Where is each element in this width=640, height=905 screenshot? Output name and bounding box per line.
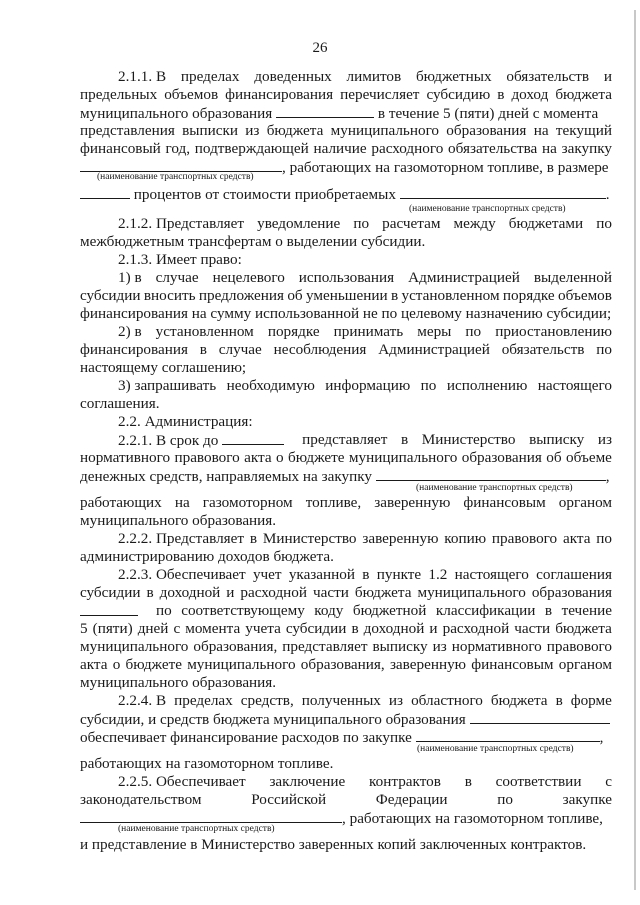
- word: бюджете: [125, 656, 182, 673]
- word: образования,: [193, 638, 278, 655]
- word: из: [597, 431, 612, 448]
- word: в: [497, 86, 505, 103]
- word: правового: [174, 449, 240, 466]
- word: по: [156, 602, 172, 619]
- word: доведенных: [254, 68, 332, 85]
- word: уменьшении: [305, 287, 388, 304]
- word: с: [605, 773, 612, 790]
- word: приостановлению: [495, 323, 612, 340]
- scan-margin-line: [634, 10, 636, 890]
- word: обязательств: [506, 68, 590, 85]
- word: пределах: [174, 692, 233, 709]
- word: субсидию: [426, 86, 491, 103]
- p213-s3-line-1: [118, 377, 612, 395]
- caption: (наименование транспортных средств): [97, 172, 254, 182]
- word: законодательством: [80, 791, 202, 808]
- word: случае: [155, 269, 199, 286]
- word: из: [245, 122, 260, 139]
- word: соглашения: [536, 566, 612, 583]
- word: учет: [252, 566, 282, 583]
- word: из: [432, 638, 447, 655]
- word: финансирования: [80, 341, 188, 358]
- word: меры: [417, 323, 452, 340]
- p222-line-1: [118, 530, 612, 548]
- blank-field: [276, 104, 374, 118]
- word: лимитов: [346, 68, 402, 85]
- word: бюджета: [555, 620, 612, 637]
- p212-line-1: [118, 215, 612, 233]
- word: нормативного: [80, 449, 171, 466]
- word: классификации: [435, 602, 536, 619]
- p221-line-4: [80, 494, 612, 512]
- p225-line-4: и представление в Министерство заверенных копий заключенных контрактов.: [80, 836, 587, 853]
- word: текущий: [555, 122, 612, 139]
- word: (пяти): [92, 620, 133, 637]
- word: представляет: [282, 638, 368, 655]
- word: пункте: [376, 566, 422, 583]
- page-number: 26: [312, 40, 328, 56]
- word: бюджета: [354, 584, 412, 601]
- p213-s2-line-2: [80, 341, 612, 359]
- p223-line-4: [80, 620, 612, 638]
- word: заверенную: [374, 494, 451, 511]
- p223-line-3: [80, 602, 612, 620]
- word: учета: [245, 620, 281, 637]
- word: в: [249, 530, 258, 547]
- word: объемов: [558, 287, 612, 304]
- word: расходного: [371, 140, 444, 157]
- word: части: [313, 584, 349, 601]
- word: коду: [314, 602, 344, 619]
- word: по: [353, 215, 370, 232]
- word: заверенную: [389, 656, 467, 673]
- word: 2.2.5. Обеспечивает: [118, 773, 246, 790]
- p213-s1-line-2: [80, 287, 612, 305]
- word: с: [173, 620, 181, 637]
- word: образования,: [300, 656, 385, 673]
- word: доходной: [159, 584, 221, 601]
- word: в: [555, 692, 563, 709]
- word: выписки: [182, 122, 238, 139]
- word: в: [544, 602, 553, 619]
- word: о: [112, 656, 121, 673]
- word: расходной: [442, 620, 510, 637]
- word: порядке: [502, 287, 555, 304]
- word: областного: [411, 692, 483, 709]
- text: , работающих на газомоторном топливе,: [342, 810, 603, 827]
- word: порядке: [267, 323, 320, 340]
- word: Администрацией: [408, 269, 520, 286]
- word: на: [542, 140, 557, 157]
- word: контрактов: [369, 773, 441, 790]
- word: акта: [80, 656, 108, 673]
- p211-line-2: [80, 86, 612, 104]
- word: закупке: [562, 791, 612, 808]
- p211-line-1: [118, 68, 612, 86]
- p211-line-3: [80, 104, 598, 123]
- word: бюджетных: [415, 68, 492, 85]
- word: работающих: [80, 494, 162, 511]
- word: финансовым: [463, 494, 546, 511]
- word: по: [596, 530, 612, 547]
- word: 2) в: [118, 323, 142, 340]
- word: момента: [185, 620, 241, 637]
- word: предельных: [80, 86, 158, 103]
- word: объеме: [566, 449, 612, 466]
- word: предложения: [198, 287, 284, 304]
- word: 2.2.2. Представляет: [118, 530, 245, 547]
- word: необходимую: [226, 377, 315, 394]
- word: в: [400, 431, 409, 448]
- word: муниципального: [80, 638, 189, 655]
- word: между: [453, 215, 496, 232]
- text: денежных средств, направляемых на закупку: [80, 468, 372, 485]
- word: 5: [80, 620, 88, 637]
- word: и: [429, 620, 438, 637]
- blank-field: [376, 467, 606, 481]
- word: субсидии: [80, 287, 141, 304]
- word: доход: [511, 86, 549, 103]
- word: исполнению: [446, 377, 528, 394]
- text: в течение 5 (пяти) дней с момента: [377, 105, 599, 122]
- word: в: [146, 584, 154, 601]
- p211-line-5: [80, 140, 612, 158]
- p221-line-2: [80, 449, 612, 467]
- text: субсидии, и средств бюджета муниципального образования: [80, 711, 466, 728]
- word: по: [497, 791, 513, 808]
- p211-line-4: [80, 122, 612, 140]
- word: течение: [561, 602, 612, 619]
- word: уведомление: [257, 215, 341, 232]
- word: о: [276, 449, 284, 466]
- word: по: [420, 377, 437, 394]
- word: финансирования: [225, 86, 334, 103]
- word: 2.1.1. В: [118, 68, 167, 85]
- p221-line-1: [118, 431, 612, 450]
- word: 2.2.4. В: [118, 692, 167, 709]
- word: в: [351, 620, 359, 637]
- word: субсидии: [285, 620, 347, 637]
- word: нецелевого: [212, 269, 285, 286]
- word: муниципального: [348, 449, 458, 466]
- word: бюджетной: [352, 602, 427, 619]
- p22-line-1: 2.2. Администрация:: [118, 413, 253, 430]
- word: средств,: [240, 692, 294, 709]
- word: 2.1.2. Представляет: [118, 215, 245, 232]
- p224-line-1: [118, 692, 612, 710]
- word: обязательств: [501, 341, 585, 358]
- word: наличие: [313, 140, 367, 157]
- word: бюджета: [555, 86, 612, 103]
- word: на: [174, 494, 190, 511]
- p224-line-2: [80, 710, 610, 729]
- word: расчетам: [382, 215, 441, 232]
- word: принимать: [333, 323, 404, 340]
- p223-line-6: [80, 656, 612, 674]
- word: доходной: [363, 620, 425, 637]
- word: подтверждающей: [194, 140, 309, 157]
- word: Министерство: [262, 530, 357, 547]
- p223-line-2: [80, 584, 612, 602]
- word: муниципального: [330, 122, 440, 139]
- p213-s2-line-3: настоящему соглашению;: [80, 359, 247, 376]
- word: субсидии: [80, 584, 141, 601]
- word: форме: [570, 692, 612, 709]
- word: и: [603, 68, 612, 85]
- word: использования: [298, 269, 395, 286]
- word: указанной: [288, 566, 356, 583]
- word: выписку: [372, 638, 428, 655]
- word: Администрацией: [378, 341, 490, 358]
- p213-s2-line-1: [118, 323, 612, 341]
- word: и: [226, 584, 235, 601]
- p224-line-4: работающих на газомоторном топливе.: [80, 755, 334, 772]
- word: по: [465, 323, 482, 340]
- word: объемов: [164, 86, 219, 103]
- word: выписку: [529, 431, 585, 448]
- word: перечисляет: [340, 86, 420, 103]
- word: топливе,: [305, 494, 362, 511]
- text: муниципального образования: [80, 105, 273, 122]
- word: правового: [491, 530, 558, 547]
- word: 1) в: [118, 269, 142, 286]
- p213-line-1: 2.1.3. Имеет право:: [118, 251, 242, 268]
- word: установленном: [155, 323, 254, 340]
- text: [302, 431, 612, 450]
- p224-line-3: обеспечивает финансирование расходов по закупке ,: [80, 729, 604, 746]
- caption: (наименование транспортных средств): [416, 483, 573, 493]
- blank-field: [80, 158, 282, 172]
- p221-line-5: муниципального образования.: [80, 512, 277, 529]
- p222-line-2: администрированию доходов бюджета.: [80, 548, 334, 565]
- word: образования: [461, 449, 542, 466]
- word: образования: [531, 584, 612, 601]
- caption: (наименование транспортных средств): [118, 824, 275, 834]
- blank-field: [222, 431, 284, 445]
- word: образования: [446, 122, 527, 139]
- word: бюджете: [288, 449, 345, 466]
- text: 2.2.1. В срок до: [118, 432, 219, 449]
- word: год,: [165, 140, 191, 157]
- word: настоящего: [454, 566, 529, 583]
- blank-field: [80, 185, 130, 199]
- p223-line-7: муниципального образования.: [80, 674, 277, 691]
- word: обязательства: [448, 140, 538, 157]
- word: соответствии: [495, 773, 582, 790]
- blank-field: [80, 602, 138, 616]
- word: бюджета: [490, 692, 548, 709]
- word: дней: [137, 620, 169, 637]
- p213-s3-line-2: соглашения.: [80, 395, 160, 412]
- word: газомоторном: [202, 494, 293, 511]
- word: в: [464, 773, 472, 790]
- word: акта: [244, 449, 272, 466]
- word: 3) запрашивать: [118, 377, 217, 394]
- word: 1.2: [428, 566, 448, 583]
- word: в: [199, 341, 207, 358]
- word: в: [362, 566, 370, 583]
- word: полученных: [301, 692, 381, 709]
- word: представления: [80, 122, 175, 139]
- word: нормативного: [451, 638, 542, 655]
- p211-line-7: процентов от стоимости приобретаемых .: [80, 185, 610, 204]
- p221-line-3: денежных средств, направляемых на закупку ,: [80, 468, 610, 485]
- word: Российской: [251, 791, 327, 808]
- p213-s1-line-3: финансирования на сумму использованной не по целевому назначению субсидии;: [80, 305, 612, 322]
- word: бюджета: [266, 122, 324, 139]
- p213-s1-line-1: [118, 269, 612, 287]
- blank-field: [80, 809, 342, 823]
- word: случае: [218, 341, 262, 358]
- word: установленном: [401, 287, 500, 304]
- p223-line-5: [80, 638, 612, 656]
- word: по: [596, 215, 612, 232]
- word: заверенную: [362, 530, 439, 547]
- word: настоящего: [537, 377, 612, 394]
- word: органом: [558, 656, 612, 673]
- p225-line-2: [80, 791, 612, 809]
- word: информацию: [325, 377, 411, 394]
- text: [156, 602, 612, 620]
- word: об: [287, 287, 303, 304]
- word: муниципального: [187, 656, 296, 673]
- text: , работающих на газомоторном топливе, в размере: [282, 159, 609, 176]
- text: процентов от стоимости приобретаемых: [133, 186, 396, 203]
- word: соответствующему: [181, 602, 305, 619]
- word: в: [390, 287, 399, 304]
- word: муниципального: [417, 584, 526, 601]
- caption: (наименование транспортных средств): [409, 204, 566, 214]
- p212-line-2: межбюджетным трансфертам о выделении субсидии.: [80, 233, 426, 250]
- word: Министерство: [421, 431, 516, 448]
- p225-line-1: [118, 773, 612, 791]
- word: финансовый: [80, 140, 161, 157]
- text: обеспечивает финансирование расходов по закупке: [80, 729, 412, 746]
- word: копию: [444, 530, 487, 547]
- word: выделенной: [533, 269, 612, 286]
- blank-field: [416, 728, 600, 742]
- caption: (наименование транспортных средств): [417, 744, 574, 754]
- word: правового: [546, 638, 612, 655]
- word: несоблюдения: [273, 341, 367, 358]
- word: расходной: [240, 584, 308, 601]
- word: органом: [558, 494, 612, 511]
- word: заключение: [269, 773, 346, 790]
- word: акта: [562, 530, 591, 547]
- word: вносить: [143, 287, 196, 304]
- word: представляет: [302, 431, 388, 448]
- word: по: [596, 341, 612, 358]
- blank-field: [400, 185, 606, 199]
- word: 2.2.3. Обеспечивает: [118, 566, 246, 583]
- word: закупку: [561, 140, 612, 157]
- blank-field: [470, 710, 610, 724]
- word: бюджетами: [508, 215, 584, 232]
- word: части: [514, 620, 551, 637]
- word: финансовым: [471, 656, 554, 673]
- word: Федерации: [375, 791, 448, 808]
- word: из: [388, 692, 404, 709]
- word: пределах: [180, 68, 240, 85]
- word: на: [533, 122, 549, 139]
- p223-line-1: [118, 566, 612, 584]
- word: об: [546, 449, 562, 466]
